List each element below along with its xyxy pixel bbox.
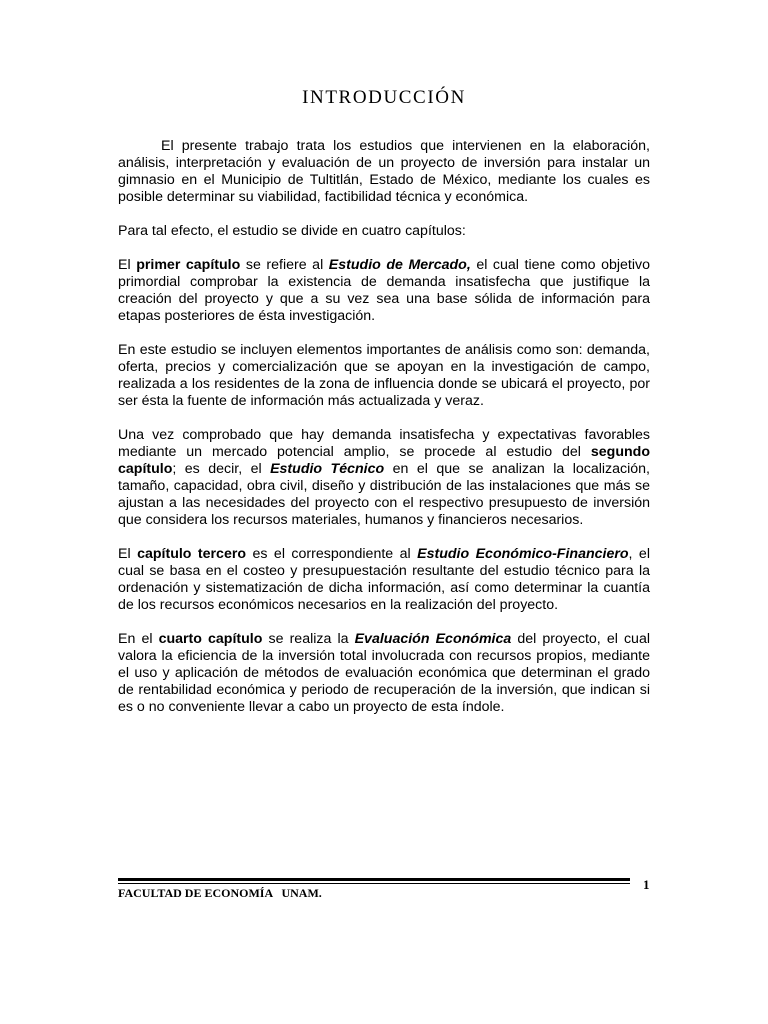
- text-run: del proyecto, el cual valora la eficiencia de la inversión total involucrada con recursos propios, mediante el uso y aplicación de métodos de evaluación económica que determinan el grado de rentabilidad económica y periodo de recuperación de la inversión, que indican si es o no conveniente llevar a cabo un proyecto de esta índole.: [118, 631, 650, 715]
- bold-term: capítulo tercero: [137, 546, 247, 562]
- paragraph-second-chapter: [118, 427, 650, 529]
- text-run: El: [118, 257, 137, 273]
- bold-term: primer capítulo: [136, 257, 241, 273]
- text-run: el cual tiene como objetivo primordial comprobar la existencia de demanda insatisfecha que justifique la creación del proyecto y que a su vez sea una base sólida de información para etapas posteriores de ésta investigación.: [118, 257, 650, 324]
- paragraph-first-chapter: [118, 257, 650, 325]
- footer-divider-thick: [118, 878, 630, 881]
- text-run: , el cual se basa en el costeo y presupuestación resultante del estudio técnico para la ordenación y sistematización de dicha información, así como determinar la cuantía de los recursos económicos necesarios en la realización del proyecto.: [118, 546, 650, 613]
- page-title: INTRODUCCIÓN: [302, 87, 466, 108]
- text-run: es el correspondiente al: [246, 546, 418, 562]
- text-run: se realiza la: [262, 631, 355, 647]
- document-body: [118, 138, 650, 733]
- bold-italic-term: Estudio Técnico: [270, 461, 385, 477]
- text-run: En el: [118, 631, 159, 647]
- text-run: Una vez comprobado que hay demanda insatisfecha y expectativas favorables mediante un mercado potencial amplio, se procede al estudio del: [118, 427, 650, 460]
- paragraph-third-chapter: [118, 546, 650, 614]
- paragraph-chapters-overview: Para tal efecto, el estudio se divide en cuatro capítulos:: [118, 223, 466, 239]
- page-number: 1: [643, 877, 650, 892]
- bold-italic-term: Evaluación Económica: [354, 631, 512, 647]
- text-run: El: [118, 546, 138, 562]
- bold-italic-term: Estudio Económico-Financiero: [417, 546, 629, 562]
- paragraph-fourth-chapter: [118, 631, 650, 716]
- bold-italic-term: Estudio de Mercado,: [328, 257, 471, 273]
- text-run: en el que se analizan la localización, tamaño, capacidad, obra civil, diseño y distribución de las instalaciones que más se ajustan a las necesidades del proyecto con el respectivo presupuesto de inversión que considera los recursos materiales, humanos y financieros necesarios.: [118, 461, 650, 528]
- footer-divider-thin: [118, 883, 630, 884]
- bold-term: segundo capítulo: [118, 444, 650, 477]
- paragraph-intro: El presente trabajo trata los estudios que intervienen en la elaboración, análisis, interpretación y evaluación de un proyecto de inversión para instalar un gimnasio en el Municipio de Tultitlán, Estado de México, mediante los cuales es posible determinar su viabilidad, factibilidad técnica y económica.: [118, 138, 650, 205]
- bold-term: cuarto capítulo: [158, 631, 263, 647]
- text-run: ; es decir, el: [172, 461, 271, 477]
- paragraph-market-study: En este estudio se incluyen elementos importantes de análisis como son: demanda, oferta, precios y comercialización que se apoyan en la investigación de campo, realizada a los residentes de la zona de influencia donde se ubicará el proyecto, por ser ésta la fuente de información más actualizada y veraz.: [118, 342, 650, 409]
- text-run: se refiere al: [240, 257, 329, 273]
- footer-institution: FACULTAD DE ECONOMÍA UNAM.: [118, 886, 322, 900]
